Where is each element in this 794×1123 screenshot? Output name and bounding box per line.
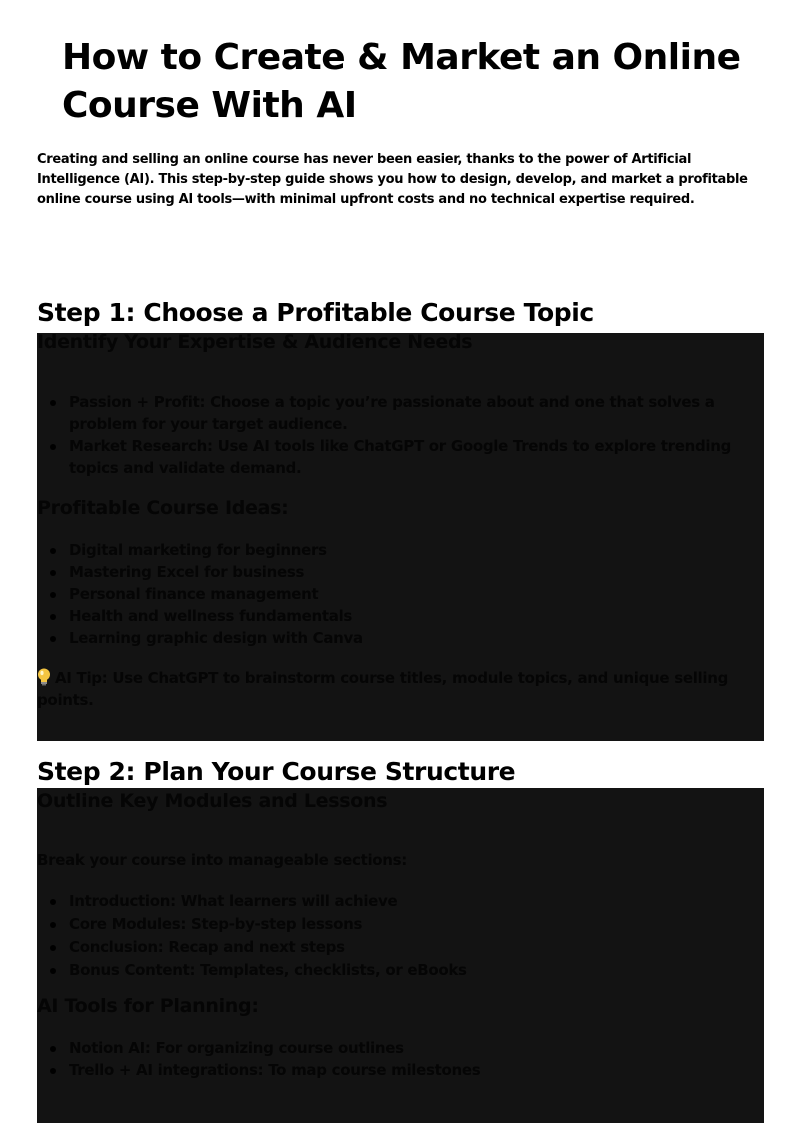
step1-heading: Step 1: Choose a Profitable Course Topic — [37, 298, 594, 327]
course-ideas-list — [37, 539, 752, 649]
list-item: Conclusion: Recap and next steps — [37, 936, 752, 959]
list-item: Introduction: What learners will achieve — [37, 890, 752, 913]
ai-tools-list — [37, 1037, 752, 1081]
step2-heading: Step 2: Plan Your Course Structure — [37, 757, 516, 786]
bullet-dot-icon — [50, 592, 56, 598]
list-item: Notion AI: For organizing course outlines — [37, 1037, 752, 1059]
bullet-dot-icon — [50, 400, 56, 406]
bullet-dot-icon — [50, 570, 56, 576]
course-ideas-heading: Profitable Course Ideas: — [37, 497, 289, 519]
bullet-dot-icon — [50, 444, 56, 450]
step1-bullet-list — [37, 391, 752, 479]
list-item: Digital marketing for beginners — [37, 539, 752, 561]
bullet-dot-icon — [50, 636, 56, 642]
list-item: Trello + AI integrations: To map course milestones — [37, 1059, 752, 1081]
list-item: Mastering Excel for business — [37, 561, 752, 583]
step1-content-box — [37, 333, 764, 741]
list-item: Passion + Profit: Choose a topic you’re passionate about and one that solves a problem for your target audience. — [37, 391, 752, 435]
bullet-dot-icon — [50, 968, 56, 974]
page-title: How to Create & Market an Online Course With AI — [62, 37, 741, 126]
list-item: Learning graphic design with Canva — [37, 627, 752, 649]
bullet-dot-icon — [50, 945, 56, 951]
step1-subheading: Identify Your Expertise & Audience Needs — [37, 331, 473, 353]
list-item: Personal finance management — [37, 583, 752, 605]
list-item: Bonus Content: Templates, checklists, or eBooks — [37, 959, 752, 982]
intro-paragraph: Creating and selling an online course has never been easier, thanks to the power of Artificial Intelligence (AI). This step-by-step guide shows you how to design, develop, and market a profitable online course using AI tools—with minimal upfront costs and no technical expertise required. — [37, 152, 748, 207]
bullet-dot-icon — [50, 548, 56, 554]
bullet-dot-icon — [50, 1068, 56, 1074]
ai-tip: AI Tip: Use ChatGPT to brainstorm course titles, module topics, and unique selling points. — [37, 669, 729, 709]
step2-subheading: Outline Key Modules and Lessons — [37, 790, 388, 812]
bullet-dot-icon — [50, 1046, 56, 1052]
sections-lead-text: Break your course into manageable sections: — [37, 851, 407, 869]
bullet-dot-icon — [50, 899, 56, 905]
list-item: Market Research: Use AI tools like ChatGPT or Google Trends to explore trending topics and validate demand. — [37, 435, 752, 479]
bullet-dot-icon — [50, 922, 56, 928]
lightbulb-icon — [37, 668, 51, 686]
step2-content-box — [37, 788, 764, 1123]
ai-tools-heading: AI Tools for Planning: — [37, 995, 259, 1017]
list-item: Health and wellness fundamentals — [37, 605, 752, 627]
list-item: Core Modules: Step-by-step lessons — [37, 913, 752, 936]
course-sections-list — [37, 890, 752, 982]
bullet-dot-icon — [50, 614, 56, 620]
